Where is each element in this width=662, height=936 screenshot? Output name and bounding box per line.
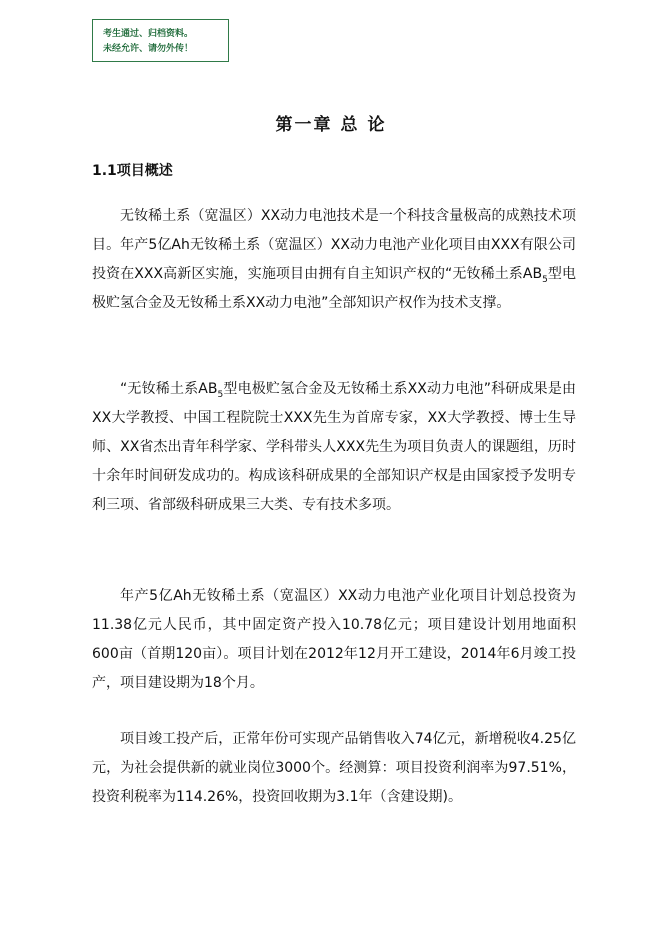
paragraph-1-text-a: 无钕稀土系（宽温区）XX动力电池技术是一个科技含量极高的成熟技术项目。年产5亿Ah无钕稀土系（宽温区）XX动力电池产业化项目由XXX有限公司投资在XXX高新区实施，实施项目由拥有自主知识产权的“无钕稀土系AB — [92, 208, 576, 282]
paragraph-2-text-b: 型电极贮氢合金及无钕稀土系XX动力电池”科研成果是由XX大学教授、中国工程院院士XXX先生为首席专家，XX大学教授、博士生导师、XX省杰出青年科学家、学科带头人XXX先生为项目负责人的课题组，历时十余年时间研发成功的。构成该科研成果的全部知识产权是由国家授予发明专利三项、省部级科研成果三大类、专有技术多项。 — [92, 381, 576, 513]
paragraph-1-subscript: 5 — [542, 274, 548, 285]
paragraph-2 — [92, 375, 576, 520]
chapter-title-part-1: 第一章 — [275, 115, 333, 135]
chapter-title — [0, 110, 662, 135]
stamp-line-1: 考生通过、归档资料。 — [103, 29, 194, 39]
watermark-stamp — [92, 19, 229, 62]
paragraph-2-text-a: “无钕稀土系AB — [120, 381, 218, 397]
paragraph-1-text-b: 型电极贮氢合金及无钕稀土系XX动力电池”全部知识产权作为技术支撑。 — [92, 266, 576, 311]
paragraph-2-subscript: 5 — [217, 389, 224, 400]
paragraph-1 — [92, 202, 576, 318]
paragraph-4: 项目竣工投产后，正常年份可实现产品销售收入74亿元，新增税收4.25亿元，为社会提供新的就业岗位3000个。经测算：项目投资利润率为97.51%，投资利税率为114.26%，投资回收期为3.1年（含建设期)。 — [92, 731, 576, 805]
paragraph-3: 年产5亿Ah无钕稀土系（宽温区）XX动力电池产业化项目计划总投资为11.38亿元人民币，其中固定资产投入10.78亿元；项目建设计划用地面积600亩（首期120亩）。项目计划在2012年12月开工建设，2014年6月竣工投产，项目建设期为18个月。 — [92, 588, 576, 691]
section-heading: 1.1项目概述 — [92, 163, 173, 179]
chapter-title-part-2: 总 — [340, 115, 360, 135]
chapter-title-part-3: 论 — [367, 115, 387, 135]
stamp-line-2: 未经允许、请勿外传！ — [103, 44, 194, 54]
